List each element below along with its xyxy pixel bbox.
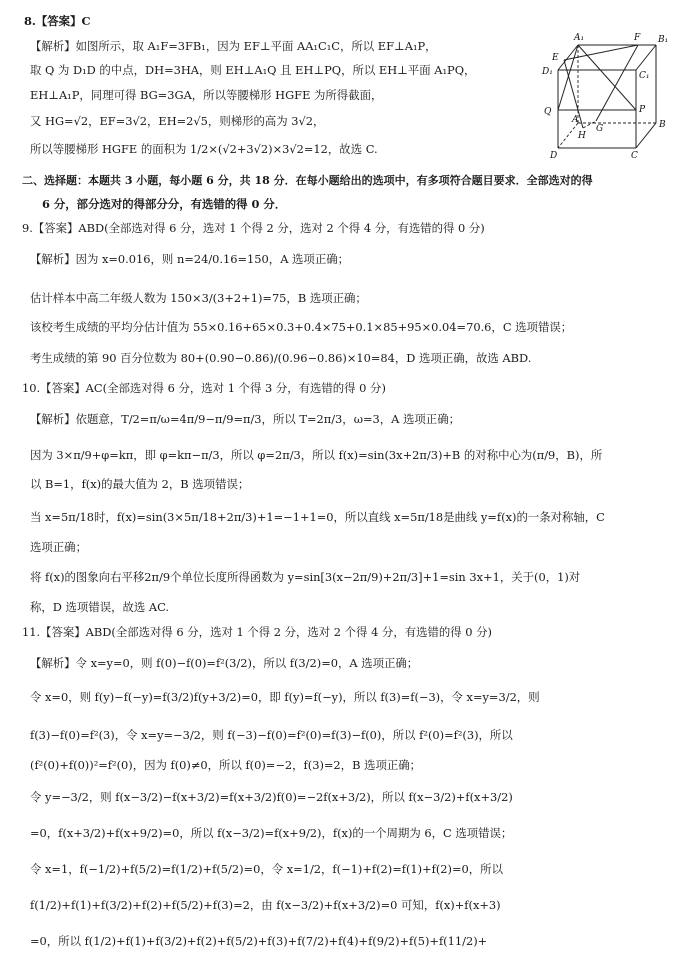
q11-line-6: =0，f(x+3/2)+f(x+9/2)=0，所以 f(x−3/2)=f(x+9/2)，f(x)的一个周期为 6，C 选项错误； <box>30 826 513 840</box>
q11-line-8: f(1/2)+f(1)+f(3/2)+f(2)+f(5/2)+f(3)=2，由 f(x−3/2)+f(x+3/2)=0 可知，f(x)+f(x+3) <box>30 898 501 912</box>
q11-line-5: 令 y=−3/2，则 f(x−3/2)−f(x+3/2)=f(x+3/2)f(0)=−2f(x+3/2)，所以 f(x−3/2)+f(x+3/2) <box>30 790 513 804</box>
q8-line-5: 所以等腰梯形 HGFE 的面积为 1/2×(√2+3√2)×3√2=12，故选 C. <box>30 142 378 156</box>
q10-line-4: 当 x=5π/18时，f(x)=sin(3×5π/18+2π/3)+1=−1+1=0，所以直线 x=5π/18是曲线 y=f(x)的一条对称轴，C <box>30 510 605 524</box>
q11-line-3: f(3)−f(0)=f²(3)，令 x=y=−3/2，则 f(−3)−f(0)=f²(0)=f(3)−f(0)，所以 f²(0)=f²(3)，所以 <box>30 728 513 742</box>
q8-line-4: 又 HG=√2，EF=3√2，EH=2√5，则梯形的高为 3√2， <box>30 114 325 128</box>
q9-line-2: 估计样本中高二年级人数为 150×3/(3+2+1)=75，B 选项正确； <box>30 291 367 305</box>
q10-line-5: 选项正确； <box>30 540 87 554</box>
cube-diagram <box>538 30 678 165</box>
q11-line-4: (f²(0)+f(0))²=f²(0)，因为 f(0)≠0，所以 f(0)=−2，f(3)=2，B 选项正确； <box>30 758 422 772</box>
cube-figure <box>538 30 678 165</box>
label-F: F <box>634 33 641 43</box>
q8-line-3: EH⊥A₁P，同理可得 BG=3GA，所以等腰梯形 HGFE 为所得截面， <box>30 88 383 102</box>
q10-line-7: 称，D 选项错误，故选 AC. <box>30 600 170 614</box>
label-A1: A₁ <box>574 33 585 43</box>
label-B1: B₁ <box>658 35 669 45</box>
q10-line-3: 以 B=1，f(x)的最大值为 2，B 选项错误； <box>30 477 250 491</box>
label-D1: D₁ <box>542 67 553 77</box>
q8-line-2: 取 Q 为 D₁D 的中点，DH=3HA，则 EH⊥A₁Q 且 EH⊥PQ，所以 EH⊥平面 A₁PQ， <box>30 63 476 77</box>
q10-line-1: 【解析】依题意，T/2=π/ω=4π/9−π/9=π/3，所以 T=2π/3，ω=3，A 选项正确； <box>30 412 460 426</box>
q10-line-6: 将 f(x)的图象向右平移2π/9个单位长度所得函数为 y=sin[3(x−2π/9)+2π/3]+1=sin 3x+1，关于(0，1)对 <box>30 570 581 584</box>
label-D: D <box>550 151 558 161</box>
q9-line-3: 该校考生成绩的平均分估计值为 55×0.16+65×0.3+0.4×75+0.1×85+95×0.04=70.6，C 选项错误； <box>30 320 573 334</box>
q11-line-2: 令 x=0，则 f(y)−f(−y)=f(3/2)f(y+3/2)=0，即 f(y)=f(−y)，所以 f(3)=f(−3)，令 x=y=3/2，则 <box>30 690 540 704</box>
q10-line-2: 因为 3×π/9+φ=kπ，即 φ=kπ−π/3，所以 φ=2π/3，所以 f(x)=sin(3x+2π/3)+B 的对称中心为(π/9，B)，所 <box>30 448 603 462</box>
label-A: A <box>572 115 579 125</box>
q11-line-7: 令 x=1，f(−1/2)+f(5/2)=f(1/2)+f(5/2)=0，令 x=1/2，f(−1)+f(2)=f(1)+f(2)=0，所以 <box>30 862 503 876</box>
label-B: B <box>659 120 666 130</box>
section-2-heading-line-1: 二、选择题：本题共 3 小题，每小题 6 分，共 18 分．在每小题给出的选项中，有多项符合题目要求．全部选对的得 <box>22 174 593 187</box>
q11-line-1: 【解析】令 x=y=0，则 f(0)−f(0)=f²(3/2)，所以 f(3/2)=0，A 选项正确； <box>30 656 419 670</box>
label-G: G <box>596 124 604 134</box>
q8-answer: 8.【答案】C <box>24 14 91 28</box>
q10-answer: 10.【答案】AC(全部选对得 6 分，选对 1 个得 3 分，有选错的得 0 分) <box>22 381 386 395</box>
q8-line-1: 【解析】如图所示，取 A₁F=3FB₁，因为 EF⊥平面 AA₁C₁C，所以 EF⊥A₁P， <box>30 39 437 53</box>
q11-line-9: =0，所以 f(1/2)+f(1)+f(3/2)+f(2)+f(5/2)+f(3)+f(7/2)+f(4)+f(9/2)+f(5)+f(11/2)+ <box>30 934 488 948</box>
label-H: H <box>578 131 586 141</box>
label-C1: C₁ <box>639 71 650 81</box>
label-P: P <box>639 105 646 115</box>
q9-line-4: 考生成绩的第 90 百分位数为 80+(0.90−0.86)/(0.96−0.86)×10=84，D 选项正确，故选 ABD. <box>30 351 532 365</box>
q11-answer: 11.【答案】ABD(全部选对得 6 分，选对 1 个得 2 分，选对 2 个得 4 分，有选错的得 0 分) <box>22 625 492 639</box>
label-Q: Q <box>544 107 552 117</box>
q9-answer: 9.【答案】ABD(全部选对得 6 分，选对 1 个得 2 分，选对 2 个得 4 分，有选错的得 0 分) <box>22 221 485 235</box>
label-C: C <box>631 151 638 161</box>
q9-line-1: 【解析】因为 x=0.016，则 n=24/0.16=150，A 选项正确； <box>30 252 349 266</box>
section-2-heading-line-2: 6 分，部分选对的得部分分，有选错的得 0 分． <box>42 197 287 211</box>
label-E: E <box>552 53 559 63</box>
